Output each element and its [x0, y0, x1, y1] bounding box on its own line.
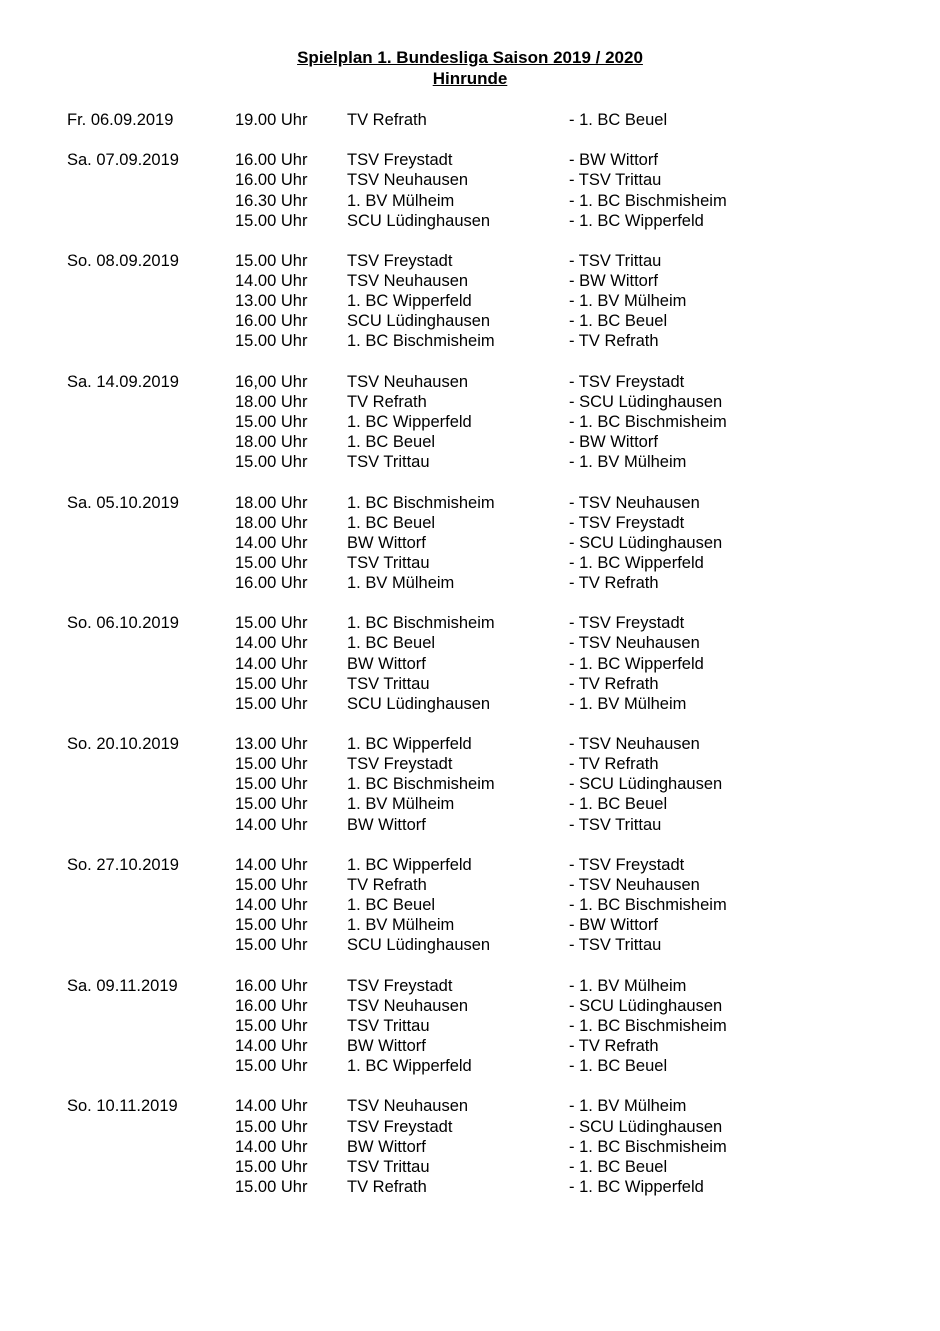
- match-time: 15.00 Uhr: [235, 755, 308, 774]
- away-team: - TSV Freystadt: [569, 372, 685, 391]
- match-time: 15.00 Uhr: [235, 795, 308, 814]
- match-date: Fr. 06.09.2019: [67, 111, 174, 129]
- away-team: - TSV Neuhausen: [569, 875, 700, 894]
- match-row: [0, 915, 940, 935]
- away-team: - SCU Lüdinghausen: [569, 533, 723, 552]
- match-row: [0, 412, 940, 432]
- home-team: TSV Neuhausen: [347, 372, 469, 391]
- matchday-block: [0, 855, 940, 955]
- away-team: - TSV Freystadt: [569, 614, 685, 633]
- home-team: BW Wittorf: [347, 533, 426, 552]
- home-team: TSV Freystadt: [347, 1117, 453, 1136]
- match-row: [0, 513, 940, 533]
- match-time: 16.00 Uhr: [235, 151, 308, 170]
- match-row: [0, 1117, 940, 1137]
- matchday-block: [0, 372, 940, 472]
- home-team: TSV Trittau: [347, 553, 430, 572]
- matchday-block: [0, 110, 940, 130]
- home-team: 1. BC Beuel: [347, 896, 436, 915]
- matchday-block: [0, 734, 940, 834]
- away-team: - TSV Freystadt: [569, 855, 685, 874]
- home-team: TSV Freystadt: [347, 252, 453, 271]
- home-team: TSV Neuhausen: [347, 996, 469, 1015]
- match-time: 14.00 Uhr: [235, 896, 308, 915]
- away-team: - SCU Lüdinghausen: [569, 392, 723, 411]
- match-time: 19.00 Uhr: [235, 111, 308, 129]
- home-team: BW Wittorf: [347, 1137, 426, 1156]
- home-team: 1. BC Wipperfeld: [347, 413, 472, 432]
- home-team: TV Refrath: [347, 111, 427, 129]
- match-row: [0, 493, 940, 513]
- away-team: - BW Wittorf: [569, 151, 658, 170]
- match-row: [0, 613, 940, 633]
- home-team: BW Wittorf: [347, 654, 426, 673]
- match-time: 14.00 Uhr: [235, 272, 308, 291]
- match-time: 15.00 Uhr: [235, 1157, 308, 1176]
- home-team: 1. BC Bischmisheim: [347, 493, 495, 512]
- match-time: 15.00 Uhr: [235, 775, 308, 794]
- away-team: - BW Wittorf: [569, 916, 658, 935]
- match-row: [0, 1036, 940, 1056]
- match-row: [0, 432, 940, 452]
- away-team: - TSV Trittau: [569, 815, 662, 834]
- away-team: - TV Refrath: [569, 755, 659, 774]
- match-time: 18.00 Uhr: [235, 513, 308, 532]
- match-time: 15.00 Uhr: [235, 553, 308, 572]
- away-team: - SCU Lüdinghausen: [569, 775, 723, 794]
- away-team: - 1. BC Beuel: [569, 111, 668, 129]
- home-team: 1. BC Beuel: [347, 634, 436, 653]
- away-team: - SCU Lüdinghausen: [569, 1117, 723, 1136]
- matchday-block: [0, 976, 940, 1076]
- home-team: 1. BC Wipperfeld: [347, 855, 472, 874]
- away-team: - 1. BV Mülheim: [569, 976, 687, 995]
- match-row: [0, 754, 940, 774]
- match-date: Sa. 05.10.2019: [67, 493, 179, 512]
- match-time: 15.00 Uhr: [235, 332, 308, 351]
- home-team: 1. BV Mülheim: [347, 916, 455, 935]
- home-team: SCU Lüdinghausen: [347, 312, 491, 331]
- away-team: - BW Wittorf: [569, 272, 658, 291]
- home-team: BW Wittorf: [347, 1036, 426, 1055]
- home-team: TSV Freystadt: [347, 755, 453, 774]
- match-date: So. 10.11.2019: [67, 1097, 178, 1116]
- away-team: - TV Refrath: [569, 332, 659, 351]
- match-time: 15.00 Uhr: [235, 694, 308, 713]
- match-time: 14.00 Uhr: [235, 1137, 308, 1156]
- match-row: [0, 251, 940, 271]
- match-row: [0, 110, 940, 130]
- away-team: - TSV Neuhausen: [569, 735, 700, 754]
- match-row: [0, 694, 940, 714]
- match-date: So. 08.09.2019: [67, 252, 179, 271]
- home-team: TSV Neuhausen: [347, 272, 469, 291]
- matchday-block: [0, 1096, 940, 1196]
- match-row: [0, 734, 940, 754]
- away-team: - TV Refrath: [569, 1036, 659, 1055]
- match-time: 18.00 Uhr: [235, 433, 308, 452]
- match-row: [0, 1157, 940, 1177]
- match-row: [0, 372, 940, 392]
- home-team: TV Refrath: [347, 392, 427, 411]
- match-time: 14.00 Uhr: [235, 1097, 308, 1116]
- match-row: [0, 895, 940, 915]
- match-time: 18.00 Uhr: [235, 493, 308, 512]
- match-time: 15.00 Uhr: [235, 252, 308, 271]
- home-team: TSV Freystadt: [347, 151, 453, 170]
- match-row: [0, 1096, 940, 1116]
- away-team: - 1. BV Mülheim: [569, 694, 687, 713]
- away-team: - TSV Trittau: [569, 936, 662, 955]
- match-row: [0, 191, 940, 211]
- home-team: TV Refrath: [347, 1177, 427, 1196]
- match-row: [0, 875, 940, 895]
- match-row: [0, 392, 940, 412]
- away-team: - 1. BC Bischmisheim: [569, 896, 727, 915]
- match-row: [0, 271, 940, 291]
- match-row: [0, 553, 940, 573]
- away-team: - TSV Trittau: [569, 252, 662, 271]
- match-row: [0, 311, 940, 331]
- match-date: Sa. 09.11.2019: [67, 976, 178, 995]
- match-time: 15.00 Uhr: [235, 1016, 308, 1035]
- match-row: [0, 1016, 940, 1036]
- match-row: [0, 935, 940, 955]
- match-row: [0, 291, 940, 311]
- match-time: 14.00 Uhr: [235, 855, 308, 874]
- match-date: So. 27.10.2019: [67, 855, 179, 874]
- away-team: - 1. BC Wipperfeld: [569, 553, 704, 572]
- match-row: [0, 170, 940, 190]
- match-time: 14.00 Uhr: [235, 654, 308, 673]
- match-time: 15.00 Uhr: [235, 916, 308, 935]
- match-time: 14.00 Uhr: [235, 1036, 308, 1055]
- match-time: 15.00 Uhr: [235, 875, 308, 894]
- match-time: 13.00 Uhr: [235, 735, 308, 754]
- home-team: TSV Trittau: [347, 1157, 430, 1176]
- match-date: Sa. 14.09.2019: [67, 372, 179, 391]
- match-time: 16.00 Uhr: [235, 996, 308, 1015]
- away-team: - 1. BC Bischmisheim: [569, 413, 727, 432]
- match-row: [0, 674, 940, 694]
- home-team: TSV Trittau: [347, 1016, 430, 1035]
- match-row: [0, 1056, 940, 1076]
- match-time: 14.00 Uhr: [235, 533, 308, 552]
- away-team: - 1. BC Bischmisheim: [569, 1016, 727, 1035]
- away-team: - TSV Trittau: [569, 171, 662, 190]
- match-time: 15.00 Uhr: [235, 936, 308, 955]
- away-team: - TSV Neuhausen: [569, 493, 700, 512]
- away-team: - SCU Lüdinghausen: [569, 996, 723, 1015]
- match-row: [0, 855, 940, 875]
- match-row: [0, 654, 940, 674]
- away-team: - 1. BV Mülheim: [569, 453, 687, 472]
- match-row: [0, 1177, 940, 1197]
- match-row: [0, 533, 940, 553]
- match-time: 18.00 Uhr: [235, 392, 308, 411]
- match-row: [0, 633, 940, 653]
- home-team: 1. BC Wipperfeld: [347, 292, 472, 311]
- home-team: 1. BV Mülheim: [347, 795, 455, 814]
- away-team: - BW Wittorf: [569, 433, 658, 452]
- match-row: [0, 774, 940, 794]
- home-team: SCU Lüdinghausen: [347, 936, 491, 955]
- away-team: - 1. BC Wipperfeld: [569, 1177, 704, 1196]
- match-time: 16.00 Uhr: [235, 573, 308, 592]
- home-team: TV Refrath: [347, 875, 427, 894]
- home-team: 1. BC Wipperfeld: [347, 735, 472, 754]
- away-team: - 1. BC Beuel: [569, 1057, 668, 1076]
- home-team: TSV Trittau: [347, 453, 430, 472]
- home-team: 1. BC Beuel: [347, 513, 436, 532]
- match-time: 13.00 Uhr: [235, 292, 308, 311]
- match-date: So. 20.10.2019: [67, 735, 179, 754]
- away-team: - TV Refrath: [569, 573, 659, 592]
- match-time: 16.00 Uhr: [235, 976, 308, 995]
- away-team: - 1. BV Mülheim: [569, 1097, 687, 1116]
- match-time: 16.00 Uhr: [235, 312, 308, 331]
- home-team: TSV Trittau: [347, 674, 430, 693]
- page-subtitle: Hinrunde: [432, 69, 508, 88]
- match-row: [0, 1137, 940, 1157]
- home-team: TSV Neuhausen: [347, 1097, 469, 1116]
- match-time: 14.00 Uhr: [235, 634, 308, 653]
- match-time: 15.00 Uhr: [235, 211, 308, 230]
- away-team: - TV Refrath: [569, 674, 659, 693]
- schedule-list: [0, 110, 940, 1217]
- matchday-block: [0, 251, 940, 351]
- away-team: - 1. BC Bischmisheim: [569, 191, 727, 210]
- match-time: 16.00 Uhr: [235, 171, 308, 190]
- home-team: 1. BC Bischmisheim: [347, 614, 495, 633]
- home-team: 1. BC Bischmisheim: [347, 775, 495, 794]
- home-team: SCU Lüdinghausen: [347, 694, 491, 713]
- home-team: 1. BC Beuel: [347, 433, 436, 452]
- match-time: 14.00 Uhr: [235, 815, 308, 834]
- match-time: 15.00 Uhr: [235, 614, 308, 633]
- home-team: 1. BC Bischmisheim: [347, 332, 495, 351]
- away-team: - 1. BC Wipperfeld: [569, 654, 704, 673]
- match-row: [0, 815, 940, 835]
- page-title: Spielplan 1. Bundesliga Saison 2019 / 2020: [297, 48, 643, 67]
- away-team: - TSV Freystadt: [569, 513, 685, 532]
- match-row: [0, 996, 940, 1016]
- match-time: 15.00 Uhr: [235, 453, 308, 472]
- match-row: [0, 331, 940, 351]
- away-team: - 1. BC Beuel: [569, 1157, 668, 1176]
- match-time: 15.00 Uhr: [235, 413, 308, 432]
- home-team: SCU Lüdinghausen: [347, 211, 491, 230]
- away-team: - 1. BC Wipperfeld: [569, 211, 704, 230]
- away-team: - 1. BC Bischmisheim: [569, 1137, 727, 1156]
- home-team: 1. BC Wipperfeld: [347, 1057, 472, 1076]
- match-time: 15.00 Uhr: [235, 674, 308, 693]
- match-time: 16,00 Uhr: [235, 372, 308, 391]
- match-time: 15.00 Uhr: [235, 1177, 308, 1196]
- match-row: [0, 794, 940, 814]
- match-date: Sa. 07.09.2019: [67, 151, 179, 170]
- away-team: - 1. BV Mülheim: [569, 292, 687, 311]
- away-team: - 1. BC Beuel: [569, 312, 668, 331]
- match-time: 15.00 Uhr: [235, 1057, 308, 1076]
- match-time: 16.30 Uhr: [235, 191, 308, 210]
- match-date: So. 06.10.2019: [67, 614, 179, 633]
- home-team: 1. BV Mülheim: [347, 573, 455, 592]
- away-team: - 1. BC Beuel: [569, 795, 668, 814]
- away-team: - TSV Neuhausen: [569, 634, 700, 653]
- match-row: [0, 976, 940, 996]
- home-team: BW Wittorf: [347, 815, 426, 834]
- match-row: [0, 452, 940, 472]
- home-team: TSV Freystadt: [347, 976, 453, 995]
- match-row: [0, 573, 940, 593]
- match-row: [0, 211, 940, 231]
- matchday-block: [0, 150, 940, 230]
- match-time: 15.00 Uhr: [235, 1117, 308, 1136]
- match-row: [0, 150, 940, 170]
- matchday-block: [0, 613, 940, 713]
- home-team: TSV Neuhausen: [347, 171, 469, 190]
- home-team: 1. BV Mülheim: [347, 191, 455, 210]
- matchday-block: [0, 493, 940, 593]
